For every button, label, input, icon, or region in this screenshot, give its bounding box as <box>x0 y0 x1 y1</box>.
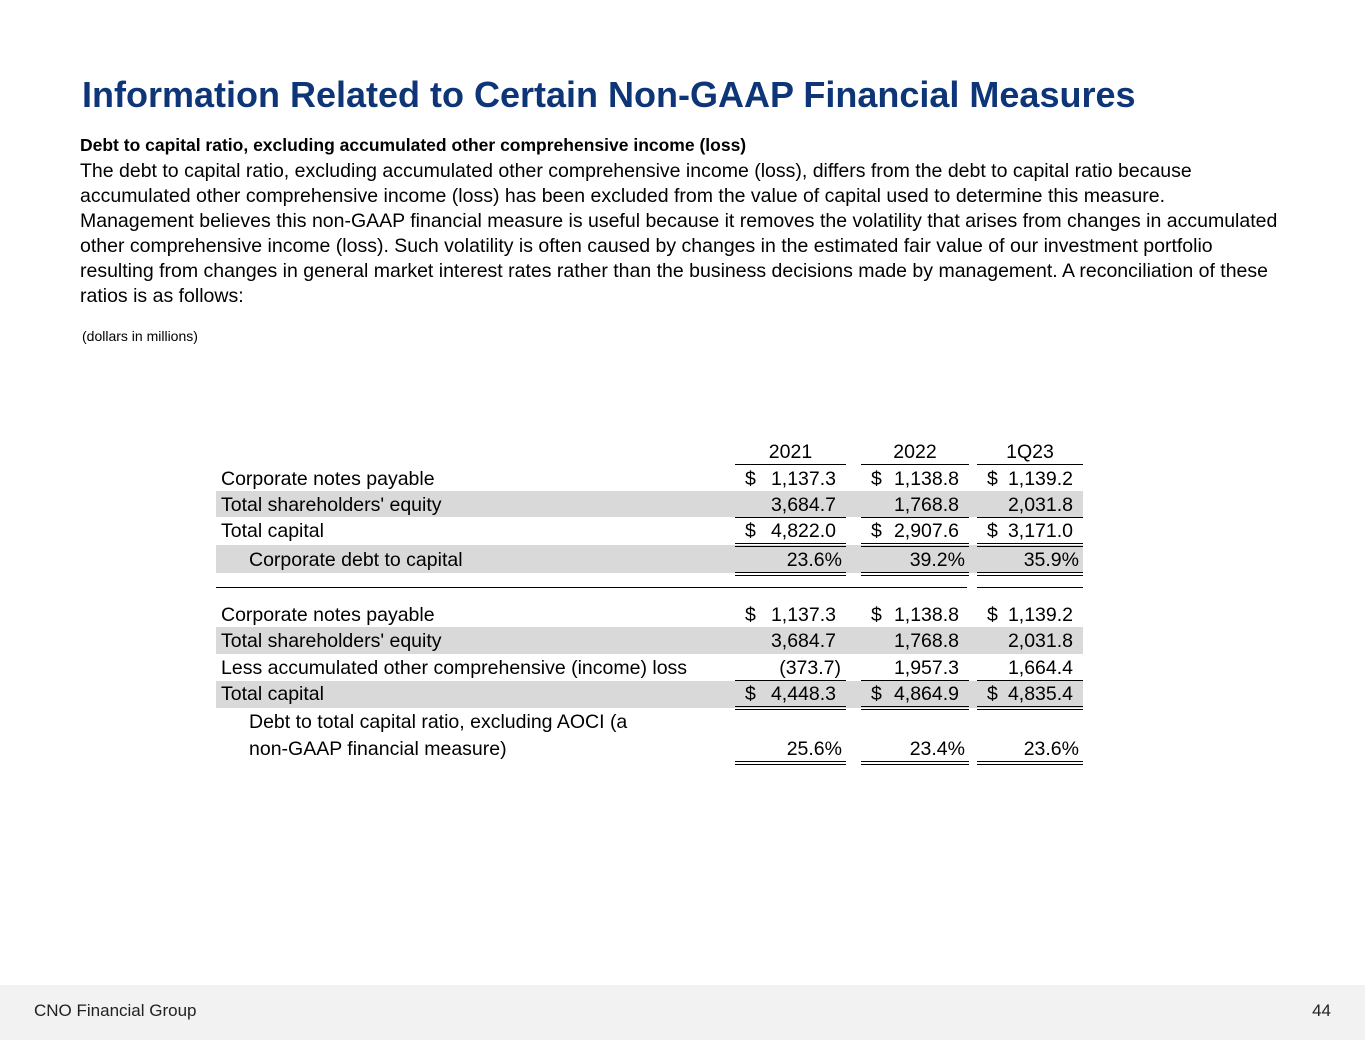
table-cell: 23.4% <box>909 738 965 760</box>
table-cell: $ 1,138.8 <box>871 604 959 626</box>
double-rule <box>735 709 846 710</box>
header-underline <box>977 464 1083 465</box>
table-cell: 2,031.8 <box>1007 494 1073 516</box>
unit-note: (dollars in millions) <box>82 328 198 344</box>
table-cell: $ 4,448.3 <box>745 683 836 705</box>
double-rule <box>861 575 969 576</box>
row-label-capital-2: Total capital <box>221 683 324 705</box>
double-rule <box>735 706 846 707</box>
table-cell: $ 1,137.3 <box>745 604 836 626</box>
row-label-capital-1: Total capital <box>221 520 324 542</box>
subtotal-rule <box>735 680 846 681</box>
table-cell: 2,031.8 <box>1007 630 1073 652</box>
table-cell: 25.6% <box>786 738 842 760</box>
table-cell: 23.6% <box>786 549 842 571</box>
double-rule <box>735 572 846 573</box>
double-rule <box>861 764 969 765</box>
table-cell: 1,957.3 <box>893 657 959 679</box>
double-rule <box>735 546 846 547</box>
row-label-ratio-2-line1: Debt to total capital ratio, excluding AOCI (a <box>249 711 628 733</box>
table-cell: $ 4,835.4 <box>987 683 1073 705</box>
table-cell: 1,768.8 <box>893 630 959 652</box>
double-rule <box>977 761 1083 762</box>
table-cell: $ 3,171.0 <box>987 520 1073 542</box>
double-rule <box>861 543 969 544</box>
row-label-notes-1: Corporate notes payable <box>221 468 435 490</box>
double-rule <box>977 575 1083 576</box>
double-rule <box>861 546 969 547</box>
section-divider <box>216 587 967 588</box>
table-cell: 1,768.8 <box>893 494 959 516</box>
header-underline <box>735 464 846 465</box>
footer-company: CNO Financial Group <box>34 1001 197 1020</box>
body-paragraph: The debt to capital ratio, excluding accumulated other comprehensive income (loss), differs from the debt to capital ratio because accumulated other comprehensive income (loss) has been excluded from the value of capital used to determine this measure. Management believes this non-GAAP financial measure is useful because it removes the volatility that arises from changes in accumulated other comprehensive income (loss). Such volatility is often caused by changes in the estimated fair value of our investment portfolio resulting from changes in general market interest rates rather than the business decisions made by management. A reconciliation of these ratios is as follows: <box>80 160 1278 307</box>
row-label-notes-2: Corporate notes payable <box>221 604 435 626</box>
column-header-2022: 2022 <box>893 441 937 463</box>
double-rule <box>735 575 846 576</box>
section-subheading: Debt to capital ratio, excluding accumulated other comprehensive income (loss) <box>80 135 747 155</box>
header-underline <box>861 464 969 465</box>
double-rule <box>861 572 969 573</box>
double-rule <box>735 761 846 762</box>
table-cell: $ 4,822.0 <box>745 520 836 542</box>
page-title: Information Related to Certain Non-GAAP Financial Measures <box>82 74 1136 115</box>
subtotal-rule <box>861 680 969 681</box>
table-cell: $ 1,139.2 <box>987 468 1073 490</box>
subtotal-rule <box>977 680 1083 681</box>
page-number: 44 <box>1312 1001 1331 1020</box>
table-cell: $ 2,907.6 <box>871 520 959 542</box>
table-cell: 3,684.7 <box>770 630 836 652</box>
table-cell: 1,664.4 <box>1007 657 1073 679</box>
double-rule <box>977 543 1083 544</box>
column-header-2021: 2021 <box>768 441 813 463</box>
double-rule <box>861 761 969 762</box>
double-rule <box>977 546 1083 547</box>
subtotal-rule <box>735 517 846 518</box>
table-cell: 23.6% <box>1023 738 1079 760</box>
table-cell: 35.9% <box>1023 549 1079 571</box>
row-label-ratio-2-line2: non-GAAP financial measure) <box>249 738 507 760</box>
double-rule <box>735 764 846 765</box>
column-header-1q23: 1Q23 <box>1006 441 1054 463</box>
double-rule <box>977 764 1083 765</box>
double-rule <box>861 709 969 710</box>
row-label-ratio-1: Corporate debt to capital <box>249 549 463 571</box>
table-cell: 3,684.7 <box>770 494 836 516</box>
table-cell: $ 1,139.2 <box>987 604 1073 626</box>
double-rule <box>977 709 1083 710</box>
table-cell: $ 4,864.9 <box>871 683 959 705</box>
table-cell: (373.7) <box>779 657 841 679</box>
row-label-equity-1: Total shareholders' equity <box>221 494 442 516</box>
table-cell: $ 1,137.3 <box>745 468 836 490</box>
subtotal-rule <box>977 517 1083 518</box>
footer-bar <box>0 985 1365 1040</box>
table-cell: 39.2% <box>909 549 965 571</box>
row-label-aoci: Less accumulated other comprehensive (income) loss <box>221 657 688 679</box>
double-rule <box>977 572 1083 573</box>
section-divider <box>977 587 1083 588</box>
row-label-equity-2: Total shareholders' equity <box>221 630 442 652</box>
double-rule <box>861 706 969 707</box>
subtotal-rule <box>861 517 969 518</box>
double-rule <box>977 706 1083 707</box>
table-cell: $ 1,138.8 <box>871 468 959 490</box>
double-rule <box>735 543 846 544</box>
